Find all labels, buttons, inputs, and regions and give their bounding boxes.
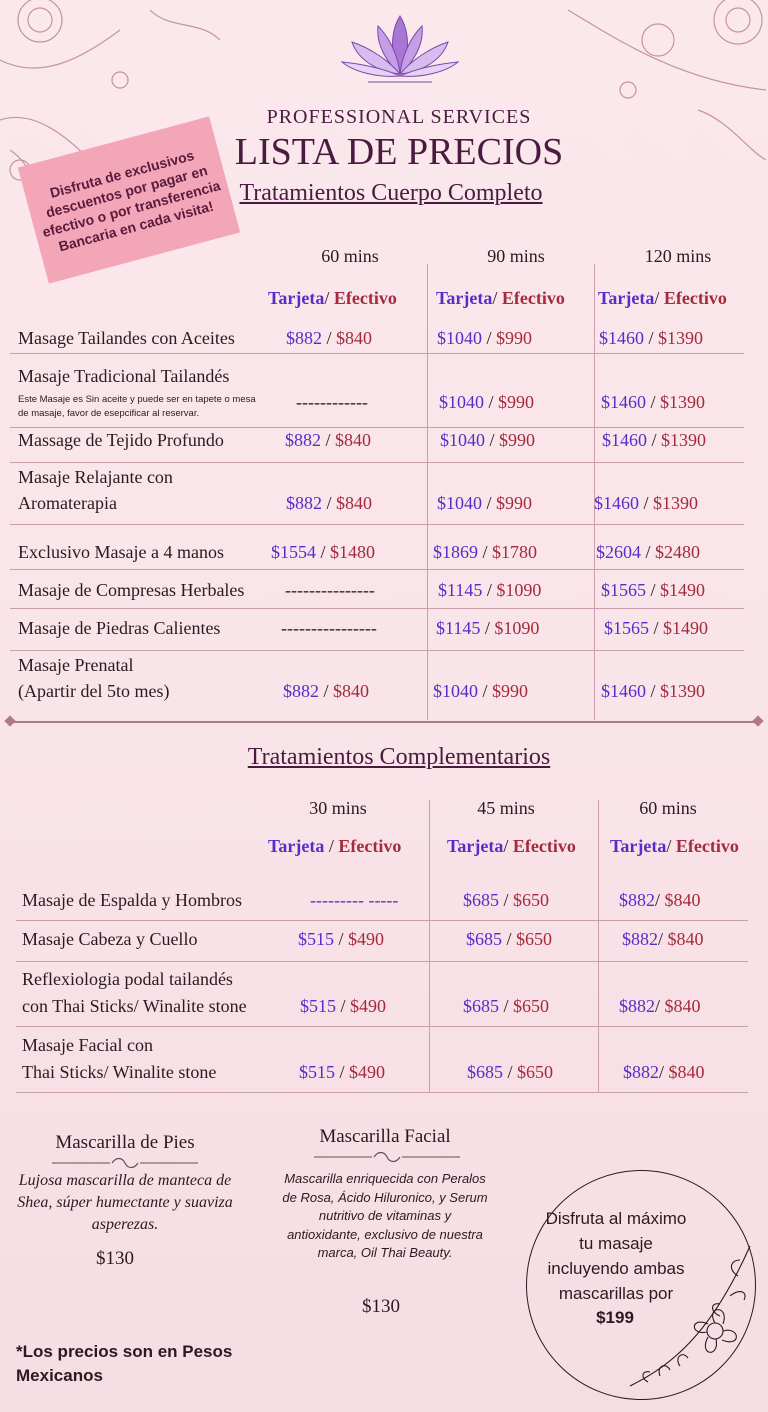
price-120: $2604 / $2480 — [596, 542, 701, 562]
row-divider — [10, 608, 744, 609]
service-name-line2: Thai Sticks/ Winalite stone — [22, 1062, 217, 1082]
price-60: $882 / $840 — [283, 681, 370, 701]
price-60: $882 / $840 — [286, 328, 373, 348]
service-name: Masaje Prenatal — [18, 655, 134, 675]
service-name: Masaje Facial con — [22, 1035, 153, 1055]
promo-badge: Disfruta de exclusivos descuentos por pagar en efectivo o por transferencia Bancaria en cada visita! — [18, 116, 240, 283]
service-name: Masaje de Compresas Herbales — [18, 580, 245, 600]
section2-title: Tratamientos Complementarios — [247, 744, 551, 770]
flower-branch-icon — [620, 1236, 760, 1396]
duration-120: 120 mins — [644, 246, 712, 266]
page-title: LISTA DE PRECIOS — [234, 131, 564, 173]
price-90: $1040 / $990 — [437, 493, 533, 513]
row-divider — [16, 1092, 748, 1093]
price-45: $685 / $650 — [466, 929, 553, 949]
price-90: $1040 / $990 — [440, 430, 536, 450]
row-divider — [10, 427, 744, 428]
price-45: $685 / $650 — [463, 890, 550, 910]
price-60: $882/ $840 — [619, 996, 701, 1016]
duration-60: 60 mins — [321, 246, 379, 266]
price-90: $1040 / $990 — [439, 392, 535, 412]
price-60: $882/ $840 — [619, 890, 701, 910]
divider — [427, 264, 428, 720]
price-60: $1554 / $1480 — [271, 542, 376, 562]
price-120: $1460 / $1390 — [601, 681, 706, 701]
service-name: Masage Tailandes con Aceites — [18, 328, 235, 348]
service-note: Este Masaje es Sin aceite y puede ser en tapete o mesa de masaje, favor de esepcificar al reservar. — [18, 394, 256, 419]
price-45: $685 / $650 — [467, 1062, 554, 1082]
footer-note: *Los precios son en Pesos Mexicanos — [16, 1342, 233, 1385]
duration-30: 30 mins — [309, 798, 367, 818]
price-90: $1145 / $1090 — [438, 580, 542, 600]
duration-45: 45 mins — [477, 798, 535, 818]
diamond-icon — [4, 715, 15, 726]
divider — [429, 800, 430, 1092]
lotus-logo-icon — [338, 12, 462, 86]
price-45: $685 / $650 — [463, 996, 550, 1016]
price-90: $1040 / $990 — [433, 681, 529, 701]
price-unavailable: ---------------- — [281, 618, 377, 638]
duration-60: 60 mins — [639, 798, 697, 818]
price-60: $882 / $840 — [285, 430, 372, 450]
mask-feet-title: Mascarilla de Pies — [55, 1132, 195, 1153]
row-divider — [10, 569, 744, 570]
price-120: $1460 / $1390 — [602, 430, 707, 450]
pay-header-60: Tarjeta/ Efectivo — [610, 836, 739, 856]
service-name-line2: con Thai Sticks/ Winalite stone — [22, 996, 247, 1016]
price-60: $882 / $840 — [286, 493, 373, 513]
section1-title: Tratamientos Cuerpo Completo — [239, 180, 543, 206]
row-divider — [10, 650, 744, 651]
service-name: Masaje Cabeza y Cuello — [22, 929, 198, 949]
price-unavailable: ------------ — [296, 392, 368, 412]
price-60: $882/ $840 — [622, 929, 704, 949]
price-unavailable: --------------- — [285, 580, 375, 600]
pay-header-45: Tarjeta/ Efectivo — [447, 836, 576, 856]
pay-header-120: Tarjeta/ Efectivo — [598, 288, 727, 308]
mask-face-desc: Mascarilla enriquecida con Peralos de Rosa, Ácido Hiluronico, y Serum nutritivo de vitaminas y antioxidante, exclusivo de nuestra marca, Oil Thai Beauty. — [282, 1171, 488, 1260]
mask-feet-price: $130 — [96, 1248, 134, 1269]
ornament-divider-icon — [312, 1150, 462, 1164]
price-90: $1040 / $990 — [437, 328, 533, 348]
price-120: $1460 / $1390 — [594, 493, 699, 513]
price-120: $1565 / $1490 — [604, 618, 709, 638]
row-divider — [16, 920, 748, 921]
service-name: Exclusivo Masaje a 4 manos — [18, 542, 224, 562]
ornament-divider-icon — [50, 1156, 200, 1170]
row-divider — [10, 462, 744, 463]
service-name: Masaje de Espalda y Hombros — [22, 890, 242, 910]
mask-face-price: $130 — [362, 1296, 400, 1317]
subtitle: PROFESSIONAL SERVICES — [266, 106, 532, 128]
pay-header-30: Tarjeta / Efectivo — [268, 836, 402, 856]
service-name: Massage de Tejido Profundo — [18, 430, 224, 450]
price-unavailable: --------- ----- — [310, 890, 399, 910]
price-30: $515 / $490 — [300, 996, 387, 1016]
combo-price: $199 — [596, 1308, 634, 1327]
service-name: Masaje Tradicional Tailandés — [18, 366, 230, 386]
service-name-line2: (Apartir del 5to mes) — [18, 681, 170, 701]
row-divider — [16, 961, 748, 962]
row-divider — [10, 524, 744, 525]
duration-90: 90 mins — [487, 246, 545, 266]
section-divider — [10, 721, 758, 723]
pay-header-90: Tarjeta/ Efectivo — [436, 288, 565, 308]
service-name: Reflexiologia podal tailandés — [22, 969, 233, 989]
divider — [598, 800, 599, 1092]
combo-text: Disfruta al máximo tu masaje incluyendo ambas mascarillas por — [545, 1209, 687, 1303]
price-120: $1460 / $1390 — [601, 392, 706, 412]
price-90: $1145 / $1090 — [436, 618, 540, 638]
price-30: $515 / $490 — [299, 1062, 386, 1082]
price-30: $515 / $490 — [298, 929, 385, 949]
price-120: $1460 / $1390 — [599, 328, 704, 348]
mask-face-title: Mascarilla Facial — [319, 1126, 451, 1147]
diamond-icon — [752, 715, 763, 726]
pay-header-60: Tarjeta/ Efectivo — [268, 288, 397, 308]
price-120: $1565 / $1490 — [601, 580, 706, 600]
service-name: Masaje Relajante con — [18, 467, 173, 487]
price-90: $1869 / $1780 — [433, 542, 538, 562]
divider — [594, 264, 595, 720]
row-divider — [16, 1026, 748, 1027]
row-divider — [10, 353, 744, 354]
mask-feet-desc: Lujosa mascarilla de manteca de Shea, súper humectante y suaviza asperezas. — [17, 1172, 233, 1233]
service-name: Masaje de Piedras Calientes — [18, 618, 221, 638]
price-60: $882/ $840 — [623, 1062, 705, 1082]
service-name-line2: Aromaterapia — [18, 493, 117, 513]
